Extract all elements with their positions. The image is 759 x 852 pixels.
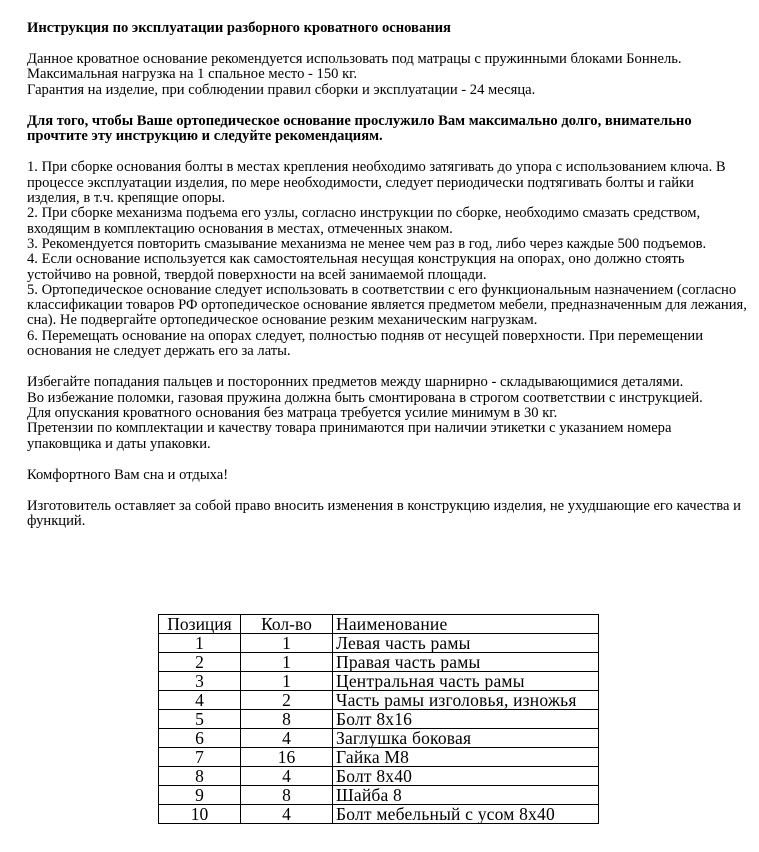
rule-item: 5. Ортопедическое основание следует использовать в соответствии с его функциональным назначением (согласно классификации товаров РФ ортопедическое основание является предметом мебели, предназначенным для лежания, сна). Не подвергайте ортопедическое основание резким механическим нагрузкам.	[27, 281, 747, 329]
disclaimer-text: Изготовитель оставляет за собой право вносить изменения в конструкцию изделия, не ухудшающие его качества и функций.	[27, 498, 741, 530]
rule-item: 2. При сборке механизма подъема его узлы, согласно инструкции по сборке, необходимо смазать средством, входящим в комплектацию основания в местах, отмеченных знаком.	[27, 205, 701, 237]
cell-name: Часть рамы изголовья, изножья	[333, 691, 599, 710]
rule-item: 3. Рекомендуется повторить смазывание механизма не менее чем раз в год, либо через каждые 500 подъемов.	[27, 235, 707, 252]
table-row	[159, 672, 599, 691]
cell-name: Правая часть рамы	[333, 653, 599, 672]
cell-name: Шайба 8	[333, 786, 599, 805]
cell-position: 2	[159, 653, 241, 672]
table-row	[159, 767, 599, 786]
cell-name: Болт 8х40	[333, 767, 599, 786]
rule-item: 1. При сборке основания болты в местах крепления необходимо затягивать до упора с использованием ключа. В процессе эксплуатации изделия, по мере необходимости, следует периодически подтягивать болты и гайки изделия, в т.ч. крепящие опоры.	[27, 159, 726, 207]
cell-name: Болт мебельный с усом 8х40	[333, 805, 599, 824]
notice-text: Для того, чтобы Ваше ортопедическое основание прослужило Вам максимально долго, внимательно прочтите эту инструкцию и следуйте рекомендациям.	[27, 112, 692, 145]
cell-position: 1	[159, 634, 241, 653]
instruction-document	[27, 20, 749, 530]
table-row	[159, 653, 599, 672]
cell-position: 9	[159, 786, 241, 805]
cell-name: Болт 8х16	[333, 710, 599, 729]
header-name: Наименование	[333, 615, 599, 634]
table-row	[159, 634, 599, 653]
cell-position: 6	[159, 729, 241, 748]
cell-name: Гайка М8	[333, 748, 599, 767]
table-row	[159, 805, 599, 824]
cell-position: 5	[159, 710, 241, 729]
rules-list	[27, 160, 749, 359]
table-row	[159, 710, 599, 729]
header-position: Позиция	[159, 615, 241, 634]
table-row	[159, 729, 599, 748]
intro-line: Данное кроватное основание рекомендуется использовать под матрацы с пружинными блоками Боннель.	[27, 51, 682, 67]
cell-quantity: 1	[241, 672, 333, 691]
cell-quantity: 4	[241, 805, 333, 824]
table-header-row	[159, 615, 599, 634]
intro-line: Максимальная нагрузка на 1 спальное место - 150 кг.	[27, 66, 358, 83]
warning-line: Во избежание поломки, газовая пружина должна быть смонтирована в строгом соответствии с инструкцией.	[27, 389, 703, 406]
document-title: Инструкция по эксплуатации разборного кроватного основания	[27, 20, 451, 36]
cell-name: Заглушка боковая	[333, 729, 599, 748]
cell-name: Левая часть рамы	[333, 634, 599, 653]
rule-item: 6. Перемещать основание на опорах следует, полностью подняв от несущей поверхности. При перемещении основания не следует держать его за латы.	[27, 327, 704, 360]
table-row	[159, 748, 599, 767]
intro-line: Гарантия на изделие, при соблюдении правил сборки и эксплуатации - 24 месяца.	[27, 81, 536, 98]
cell-quantity: 1	[241, 634, 333, 653]
warning-line: Для опускания кроватного основания без матраца требуется усилие минимум в 30 кг.	[27, 404, 558, 421]
warning-line: Претензии по комплектации и качеству товара принимаются при наличии этикетки с указанием номера упаковщика и даты упаковки.	[27, 420, 672, 452]
cell-name: Центральная часть рамы	[333, 672, 599, 691]
cell-position: 3	[159, 672, 241, 691]
cell-quantity: 4	[241, 729, 333, 748]
rule-item: 4. Если основание используется как самостоятельная несущая конструкция на опорах, оно должно стоять устойчиво на ровной, твердой поверхности на всей занимаемой площади.	[27, 251, 685, 283]
cell-quantity: 4	[241, 767, 333, 786]
cell-position: 10	[159, 805, 241, 824]
cell-quantity: 16	[241, 748, 333, 767]
intro-block	[27, 52, 749, 98]
cell-quantity: 1	[241, 653, 333, 672]
cell-quantity: 8	[241, 786, 333, 805]
cell-quantity: 8	[241, 710, 333, 729]
cell-position: 4	[159, 691, 241, 710]
warning-line: Избегайте попадания пальцев и посторонних предметов между шарнирно - складывающимися деталями.	[27, 374, 684, 391]
cell-position: 8	[159, 767, 241, 786]
cell-quantity: 2	[241, 691, 333, 710]
table-row	[159, 691, 599, 710]
cell-position: 7	[159, 748, 241, 767]
header-quantity: Кол-во	[241, 615, 333, 634]
wish-text: Комфортного Вам сна и отдыха!	[27, 466, 229, 483]
table-row	[159, 786, 599, 805]
parts-table	[158, 614, 599, 824]
warnings-block	[27, 375, 749, 451]
